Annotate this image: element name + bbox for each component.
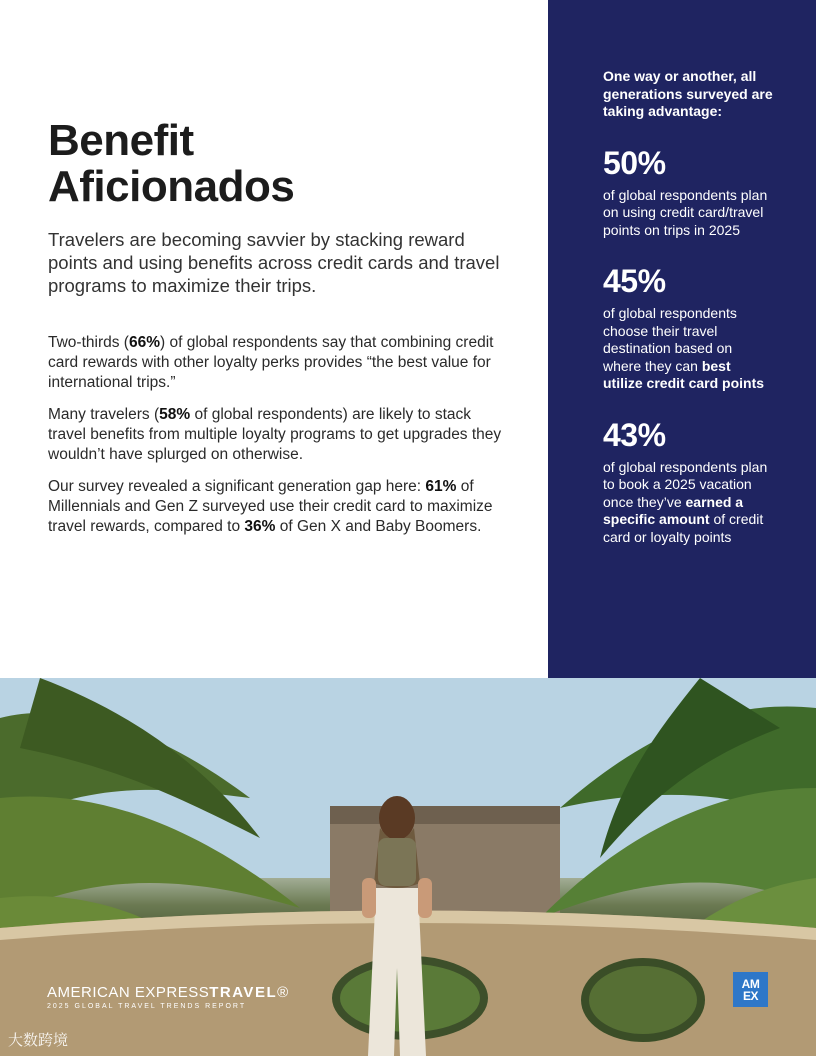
stat-description xyxy=(603,305,773,393)
amex-logo-line1: AM xyxy=(741,976,760,991)
stat-value: 43% xyxy=(603,416,666,453)
brand-name: AMERICAN EXPRESS xyxy=(47,984,210,1001)
para3-stat-1: 61% xyxy=(425,478,457,495)
brand-report-name: 2025 GLOBAL TRAVEL TRENDS REPORT xyxy=(47,1003,247,1010)
para3-text-c: of Millennials and Gen Z surveyed use their credit card to maximize travel rewards, compared to xyxy=(48,478,493,535)
stat-description: of global respondents plan on using credit card/travel points on trips in 2025 xyxy=(603,186,768,238)
stats-intro: One way or another, all generations surveyed are taking advantage: xyxy=(603,68,773,119)
para1-stat: 66% xyxy=(128,334,160,351)
para2-stat: 58% xyxy=(159,406,191,423)
paragraph-stacking-benefits xyxy=(48,405,503,465)
paragraph-combining-rewards xyxy=(48,333,503,393)
stat-block-destination-choice xyxy=(603,261,773,393)
stat-description xyxy=(603,459,773,547)
page-title xyxy=(48,118,503,210)
para3-text-a: Our survey revealed a significant generation gap here: xyxy=(48,478,426,495)
stats-panel-content xyxy=(603,68,773,568)
stat-block-booking-timing xyxy=(603,415,773,547)
paragraph-generation-gap xyxy=(48,477,503,537)
stat3-desc-c: of credit card or loyalty points xyxy=(603,511,764,545)
page-subtitle: Travelers are becoming savvier by stacking reward points and using benefits across credit cards and travel programs to maximize their trips. xyxy=(48,229,500,296)
para1-text-c: ) of global respondents say that combining credit card rewards with other loyalty perks provides “the best value for international trips.” xyxy=(48,334,494,391)
stat3-desc-a: of global respondents plan to book a 2025 vacation once they’ve xyxy=(603,458,768,510)
para1-text-a: Two-thirds ( xyxy=(48,334,129,351)
watermark: 大数跨境 xyxy=(8,1031,69,1049)
stat-block-points-usage xyxy=(603,143,773,240)
stat2-desc-bold: best utilize credit card points xyxy=(603,357,765,391)
para2-text-a: Many travelers ( xyxy=(48,406,160,423)
stat2-desc-a: of global respondents choose their travel destination based on where they can xyxy=(603,305,737,374)
brand-registered: ® xyxy=(277,984,289,1001)
stat-value: 45% xyxy=(603,263,666,299)
stats-panel xyxy=(548,0,816,678)
stat-value: 50% xyxy=(603,144,666,181)
para2-text-c: of global respondents) are likely to stack travel benefits from multiple loyalty programs to get upgrades they wouldn’t have splurged on otherwise. xyxy=(48,406,502,463)
stat3-desc-bold: earned a specific amount xyxy=(603,493,744,527)
brand-logo xyxy=(47,984,289,1010)
para3-text-e: of Gen X and Baby Boomers. xyxy=(275,518,482,535)
main-content xyxy=(48,118,503,549)
brand-wordmark xyxy=(47,984,289,1001)
brand-travel: TRAVEL xyxy=(209,984,278,1001)
title-line-1: Benefit xyxy=(48,116,194,165)
amex-logo-line2: EX xyxy=(742,988,758,1003)
amex-logo-icon xyxy=(733,972,768,1007)
title-line-2: Aficionados xyxy=(48,162,295,211)
para3-stat-2: 36% xyxy=(244,518,276,535)
